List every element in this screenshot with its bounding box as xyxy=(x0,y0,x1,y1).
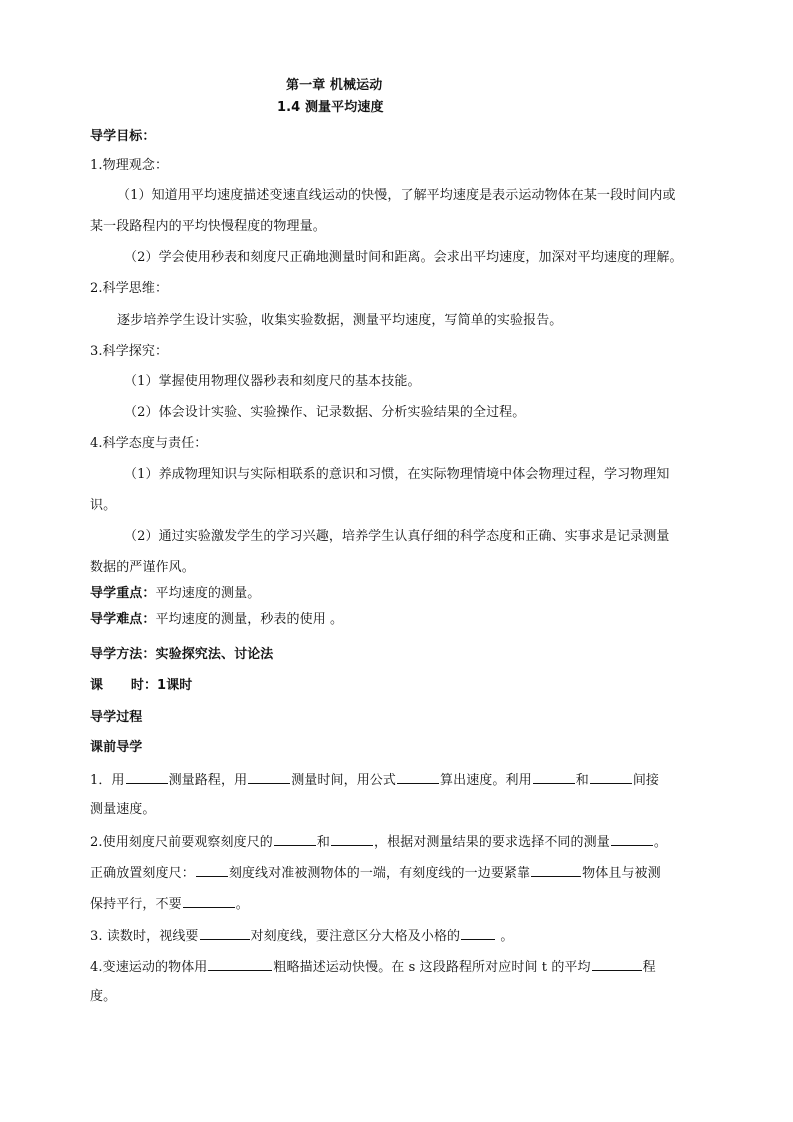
goal-3-title: 3.科学探究： xyxy=(90,344,169,359)
q-text: ，根据对测量结果的要求选择不同的测量 xyxy=(374,835,610,850)
q-text: 物体且与被测 xyxy=(582,866,661,881)
goal-2-point: 逐步培养学生设计实验，收集实验数据，测量平均速度，写简单的实验报告。 xyxy=(117,313,563,328)
fill-blank[interactable] xyxy=(533,769,575,784)
difficult-point-label: 导学难点： xyxy=(90,612,156,627)
q-text: 粗略描述运动快慢。在 s 这段路程所对应时间 t 的平均 xyxy=(273,960,591,975)
fill-blank[interactable] xyxy=(611,831,653,846)
goals-heading: 导学目标： xyxy=(90,129,156,144)
fill-blank[interactable] xyxy=(196,862,228,877)
difficult-point-text: 平均速度的测量，秒表的使用 。 xyxy=(155,612,344,627)
q-text: 程 xyxy=(642,960,656,975)
goal-3-point: （2）体会设计实验、实验操作、记录数据、分析实验结果的全过程。 xyxy=(124,405,526,420)
fill-blank[interactable] xyxy=(183,893,235,908)
difficult-point xyxy=(90,610,343,630)
section-title: 1.4 测量平均速度 xyxy=(277,100,384,115)
key-point-label: 导学重点： xyxy=(90,586,156,601)
goal-1-point: 某一段路程内的平均快慢程度的物理量。 xyxy=(90,219,326,234)
pre-class-heading: 课前导学 xyxy=(90,740,143,755)
question-4-line-1 xyxy=(90,956,656,978)
question-4-line-2: 度。 xyxy=(90,989,117,1004)
q-text: 间接 xyxy=(632,773,660,788)
goal-4-point: 数据的严谨作风。 xyxy=(90,560,195,575)
q-text: 保持平行，不要 xyxy=(90,897,182,912)
q-text: 测量时间，用公式 xyxy=(291,773,396,788)
question-2-line-1 xyxy=(90,831,667,853)
goal-1-title: 1.物理观念： xyxy=(90,158,169,173)
q-text: 。 xyxy=(496,929,514,944)
question-3 xyxy=(90,925,514,947)
fill-blank[interactable] xyxy=(531,862,581,877)
question-2-line-3 xyxy=(90,893,249,915)
fill-blank[interactable] xyxy=(208,956,272,971)
q-text: 。 xyxy=(235,897,249,912)
fill-blank[interactable] xyxy=(200,925,250,940)
fill-blank[interactable] xyxy=(274,831,316,846)
hours-line: 课 时：1课时 xyxy=(90,678,193,693)
q-text: 测量路程，用 xyxy=(168,773,248,788)
goal-1-point: （2）学会使用秒表和刻度尺正确地测量时间和距离。会求出平均速度，加深对平均速度的理解。 xyxy=(124,250,683,265)
goal-4-point: （1）养成物理知识与实际相联系的意识和习惯，在实际物理情境中体会物理过程，学习物理知 xyxy=(124,467,670,482)
goal-3-point: （1）掌握使用物理仪器秒表和刻度尺的基本技能。 xyxy=(124,374,421,389)
q-text: 刻度线对准被测物体的一端，有刻度线的一边要紧靠 xyxy=(228,866,531,881)
q-text: 3. 读数时，视线要 xyxy=(90,929,199,944)
chapter-title: 第一章 机械运动 xyxy=(286,78,383,93)
q-text: 正确放置刻度尺： xyxy=(90,866,195,881)
q-text: 算出速度。利用 xyxy=(440,773,532,788)
goal-2-title: 2.科学思维： xyxy=(90,281,169,296)
fill-blank[interactable] xyxy=(590,769,632,784)
key-point xyxy=(90,584,260,604)
question-1-line-2: 测量速度。 xyxy=(90,802,156,817)
q-text: 和 xyxy=(575,773,589,788)
q-text: 和 xyxy=(316,835,331,850)
q-text: 4.变速运动的物体用 xyxy=(90,960,208,975)
fill-blank[interactable] xyxy=(331,831,373,846)
q-text: 2.使用刻度尺前要观察刻度尺的 xyxy=(90,835,273,850)
method-line: 导学方法：实验探究法、讨论法 xyxy=(90,647,274,662)
fill-blank[interactable] xyxy=(397,769,439,784)
fill-blank[interactable] xyxy=(126,769,168,784)
goal-4-point: 识。 xyxy=(90,498,117,513)
goal-1-point: （1）知道用平均速度描述变速直线运动的快慢，了解平均速度是表示运动物体在某一段时间内或 xyxy=(117,188,676,203)
process-heading: 导学过程 xyxy=(90,710,143,725)
fill-blank[interactable] xyxy=(248,769,290,784)
q-text: 1．用 xyxy=(90,773,125,788)
key-point-text: 平均速度的测量。 xyxy=(155,586,261,601)
q-text: 。 xyxy=(653,835,667,850)
fill-blank[interactable] xyxy=(592,956,642,971)
question-2-line-2 xyxy=(90,862,661,884)
question-1-line-1 xyxy=(90,769,659,791)
q-text: 对刻度线，要注意区分大格及小格的 xyxy=(250,929,461,944)
goal-4-title: 4.科学态度与责任： xyxy=(90,436,208,451)
goal-4-point: （2）通过实验激发学生的学习兴趣，培养学生认真仔细的科学态度和正确、实事求是记录测量 xyxy=(124,529,670,544)
fill-blank[interactable] xyxy=(461,925,495,940)
